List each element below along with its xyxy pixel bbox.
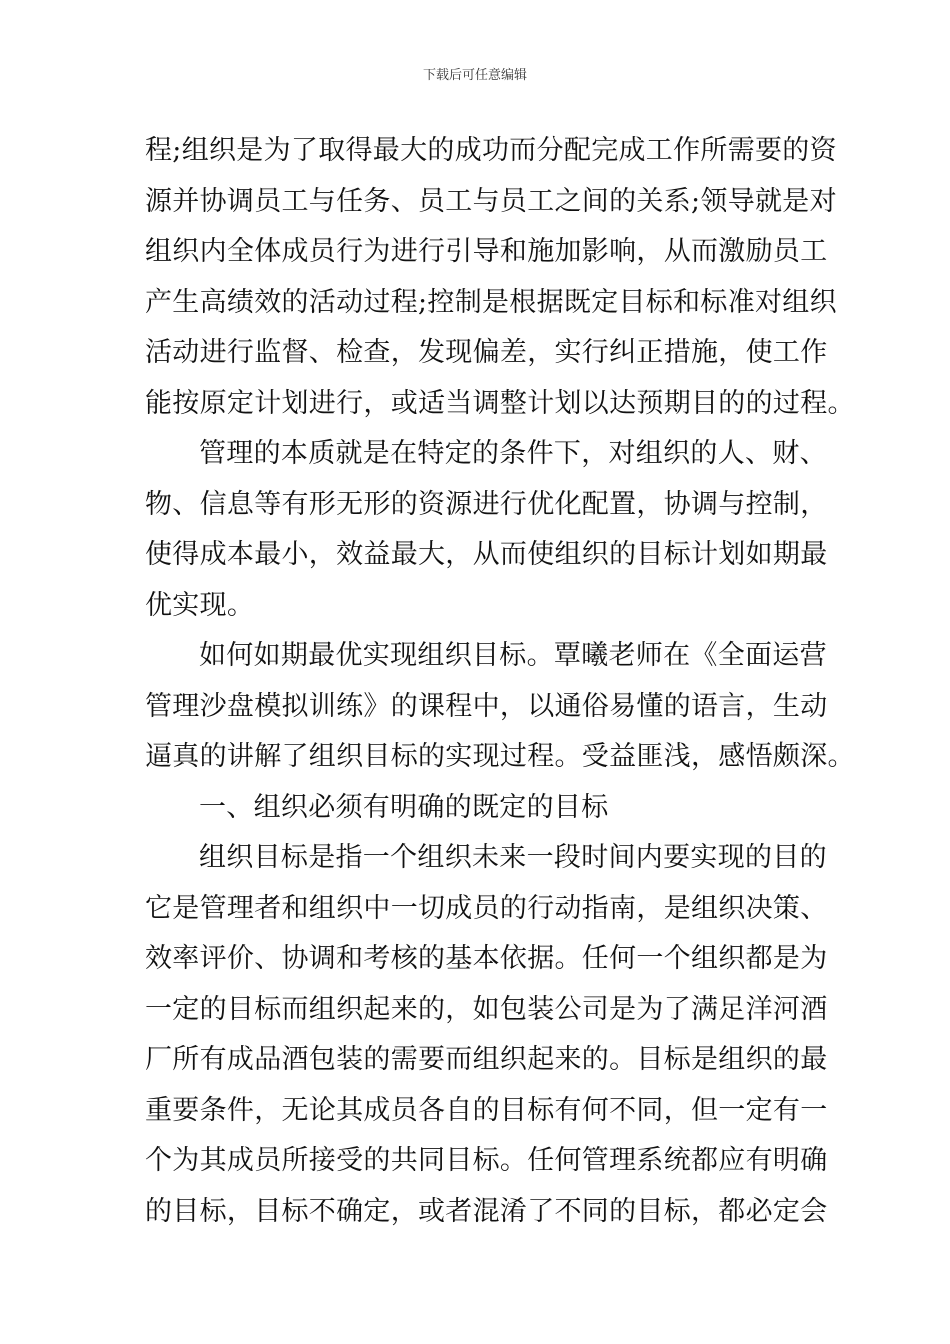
text-line: 活动进行监督、检查，发现偏差，实行纠正措施，使工作 (145, 337, 828, 368)
paragraph-first-line: 组织目标是指一个组织未来一段时间内要实现的目的 (199, 842, 827, 873)
text-line: 它是管理者和组织中一切成员的行动指南，是组织决策、 (145, 892, 828, 924)
text-line: 的目标，目标不确定，或者混淆了不同的目标，都必定会 (145, 1195, 828, 1227)
document-body (145, 126, 855, 1237)
text-line: 源并协调员工与任务、员工与员工之间的关系;领导就是对 (145, 185, 837, 217)
text-line: 产生高绩效的活动过程;控制是根据既定目标和标准对组织 (145, 286, 837, 318)
text-line: 组织内全体成员行为进行引导和施加影响，从而激励员工 (145, 236, 828, 267)
text-line: 物、信息等有形无形的资源进行优化配置，协调与控制， (145, 488, 828, 520)
text-line: 使得成本最小，效益最大，从而使组织的目标计划如期最 (145, 539, 828, 570)
text-line: 能按原定计划进行，或适当调整计划以达预期目的的过程。 (145, 387, 855, 419)
text-line: 个为其成员所接受的共同目标。任何管理系统都应有明确 (145, 1145, 828, 1176)
text-line: 厂所有成品酒包装的需要而组织起来的。目标是组织的最 (145, 1044, 828, 1075)
section-heading: 一、组织必须有明确的既定的目标 (199, 791, 609, 823)
text-line: 管理沙盘模拟训练》的课程中，以通俗易懂的语言，生动 (145, 690, 828, 722)
text-line: 程;组织是为了取得最大的成功而分配完成工作所需要的资 (145, 135, 837, 166)
page-header: 下载后可任意编辑 (422, 68, 527, 83)
text-line: 优实现。 (145, 589, 255, 621)
text-line: 逼真的讲解了组织目标的实现过程。受益匪浅，感悟颇深。 (145, 741, 855, 772)
text-line: 重要条件，无论其成员各自的目标有何不同，但一定有一 (145, 1094, 828, 1126)
paragraph-first-line: 管理的本质就是在特定的条件下，对组织的人、财、 (199, 438, 827, 469)
text-line: 效率评价、协调和考核的基本依据。任何一个组织都是为 (145, 943, 828, 974)
text-line: 一定的目标而组织起来的，如包装公司是为了满足洋河酒 (145, 993, 828, 1025)
paragraph-first-line: 如何如期最优实现组织目标。覃曦老师在《全面运营 (199, 640, 827, 671)
